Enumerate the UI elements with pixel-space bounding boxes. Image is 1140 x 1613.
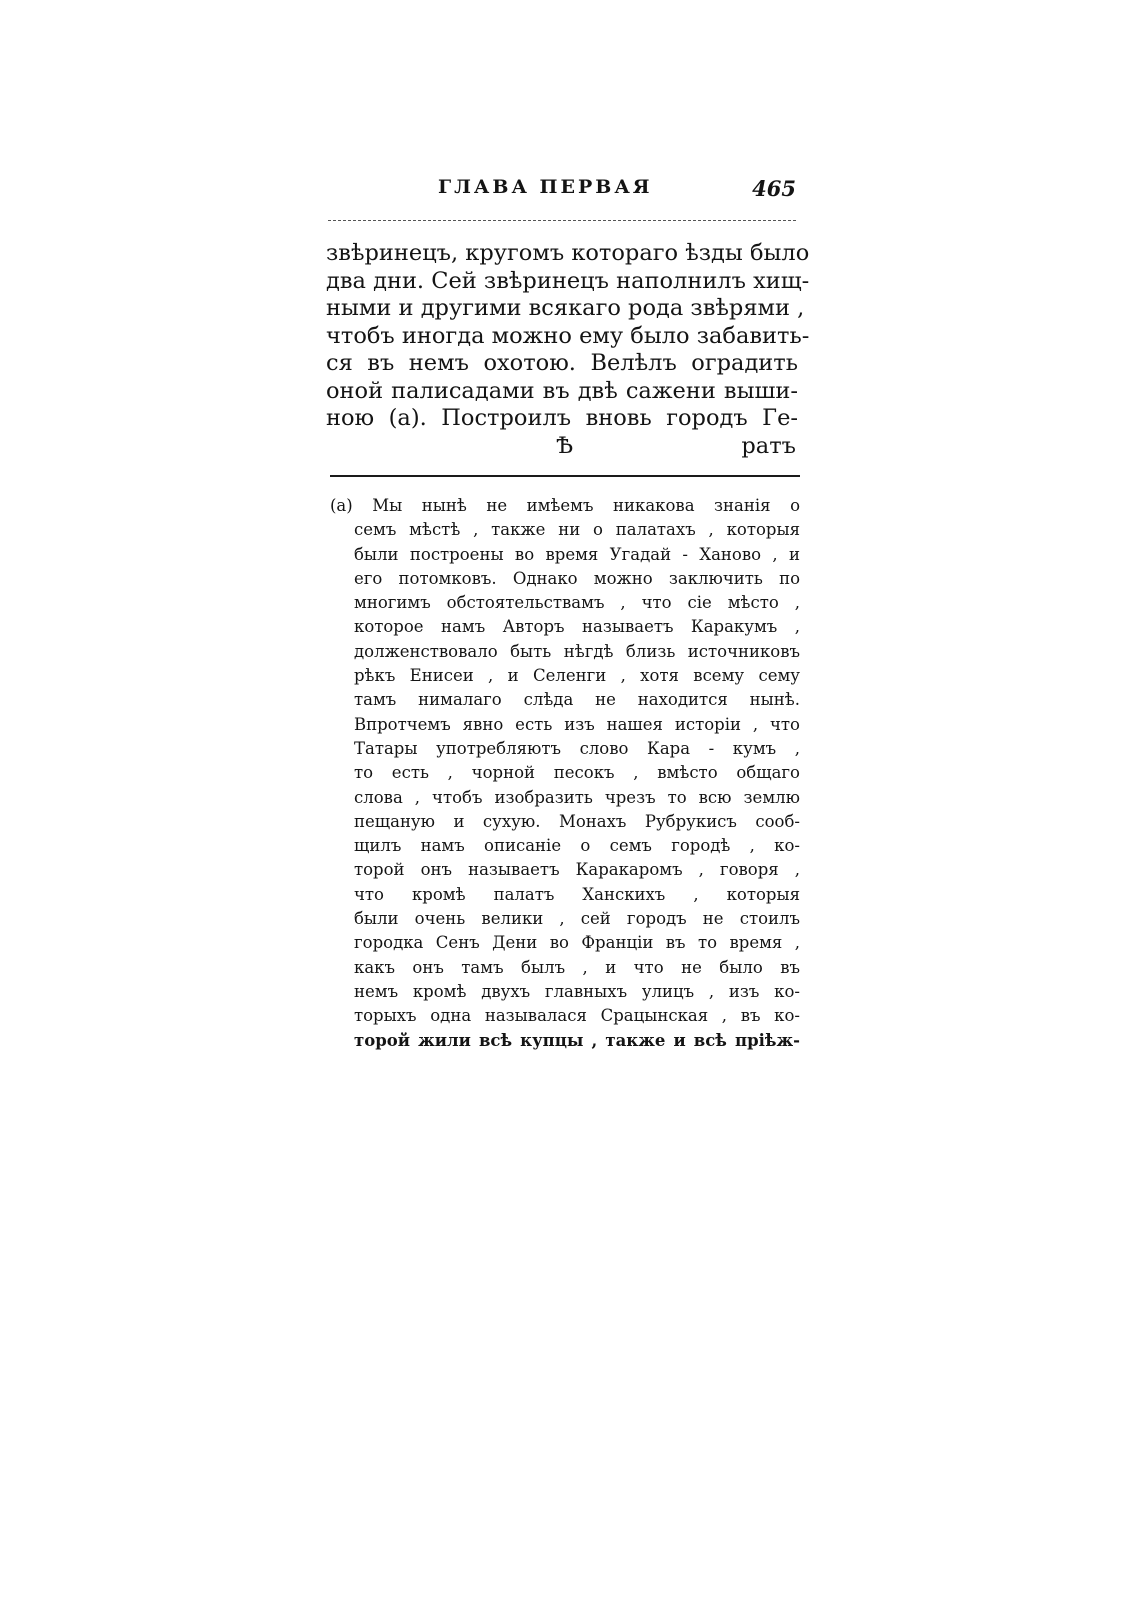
footnote-line: тамъ нималаго слѣда не находится нынѣ.: [354, 690, 800, 710]
footnote-line: слова , чтобъ изобразить чрезъ то всю землю: [354, 787, 800, 807]
footnote-line: долженствовало быть нѣгдѣ близь источниковъ: [354, 641, 800, 661]
footnote-line: его потомковъ. Однако можно заключить по: [354, 568, 800, 588]
footnote-line: Впротчемъ явно есть изъ нашея исторіи , что: [354, 714, 800, 734]
footnote-line: рѣкъ Енисеи , и Селенги , хотя всему сему: [354, 666, 800, 686]
footnote-line: были построены во время Угадай - Ханово , и: [354, 544, 800, 564]
text-line: ся въ немъ охотою. Велѣлъ оградить: [326, 350, 798, 376]
footnote-line: были очень велики , сей городъ не стоилъ: [354, 909, 800, 929]
footnote-line: то есть , чорной песокъ , вмѣсто общаго: [354, 763, 800, 783]
footnote-line: которое намъ Авторъ называетъ Каракумъ ,: [354, 617, 800, 637]
header-rule: [328, 220, 796, 221]
footnote-line: торой онъ называетъ Каракаромъ , говоря ,: [354, 860, 800, 880]
footnote-line: Татары употребляютъ слово Кара - кумъ ,: [354, 738, 800, 758]
signature-mark: Ѣ: [556, 432, 574, 459]
footnote: [330, 494, 800, 1053]
catchword: ратъ: [741, 432, 796, 459]
footnote-line: щилъ намъ описаніе о семъ городѣ , ко-: [354, 836, 800, 856]
footnote-rule: [330, 475, 800, 477]
text-line: оной палисадами въ двѣ сажени выши-: [326, 377, 798, 404]
text-line: два дни. Сей звѣринецъ наполнилъ хищ-: [326, 267, 810, 294]
footnote-line: семъ мѣстѣ , также ни о палатахъ , которыя: [354, 520, 800, 540]
footnote-line: пещаную и сухую. Монахъ Рубрукисъ сооб-: [354, 811, 800, 831]
text-line: ною (а). Построилъ вновь городъ Ге-: [326, 405, 798, 431]
footnote-line: многимъ обстоятельствамъ , что сіе мѣсто ,: [354, 593, 800, 613]
text-line: чтобъ иногда можно ему было забавить-: [326, 322, 810, 349]
footnote-line: торыхъ одна называлася Срацынская , въ ко-: [354, 1006, 800, 1026]
main-text: [326, 240, 810, 460]
chapter-title: ГЛАВА ПЕРВАЯ: [438, 176, 653, 198]
text-line: звѣринецъ, кругомъ котораго ѣзды было: [326, 240, 810, 266]
signature-row: [326, 433, 798, 461]
footnote-line: что кромѣ палатъ Ханскихъ , которыя: [354, 884, 800, 904]
footnote-line: городка Сенъ Дени во Франціи въ то время ,: [354, 933, 800, 953]
footnote-line: немъ кромѣ двухъ главныхъ улицъ , изъ ко-: [354, 981, 800, 1001]
running-head: [326, 176, 796, 206]
footnote-line: торой жили всѣ купцы , также и всѣ пріѣж-: [354, 1030, 800, 1050]
text-line: ными и другими всякаго рода звѣрями ,: [326, 295, 805, 321]
page-number: 465: [752, 176, 796, 201]
footnote-line: какъ онъ тамъ былъ , и что не было въ: [354, 957, 800, 977]
footnote-line: (а) Мы нынѣ не имѣемъ никакова знанія о: [330, 496, 800, 515]
